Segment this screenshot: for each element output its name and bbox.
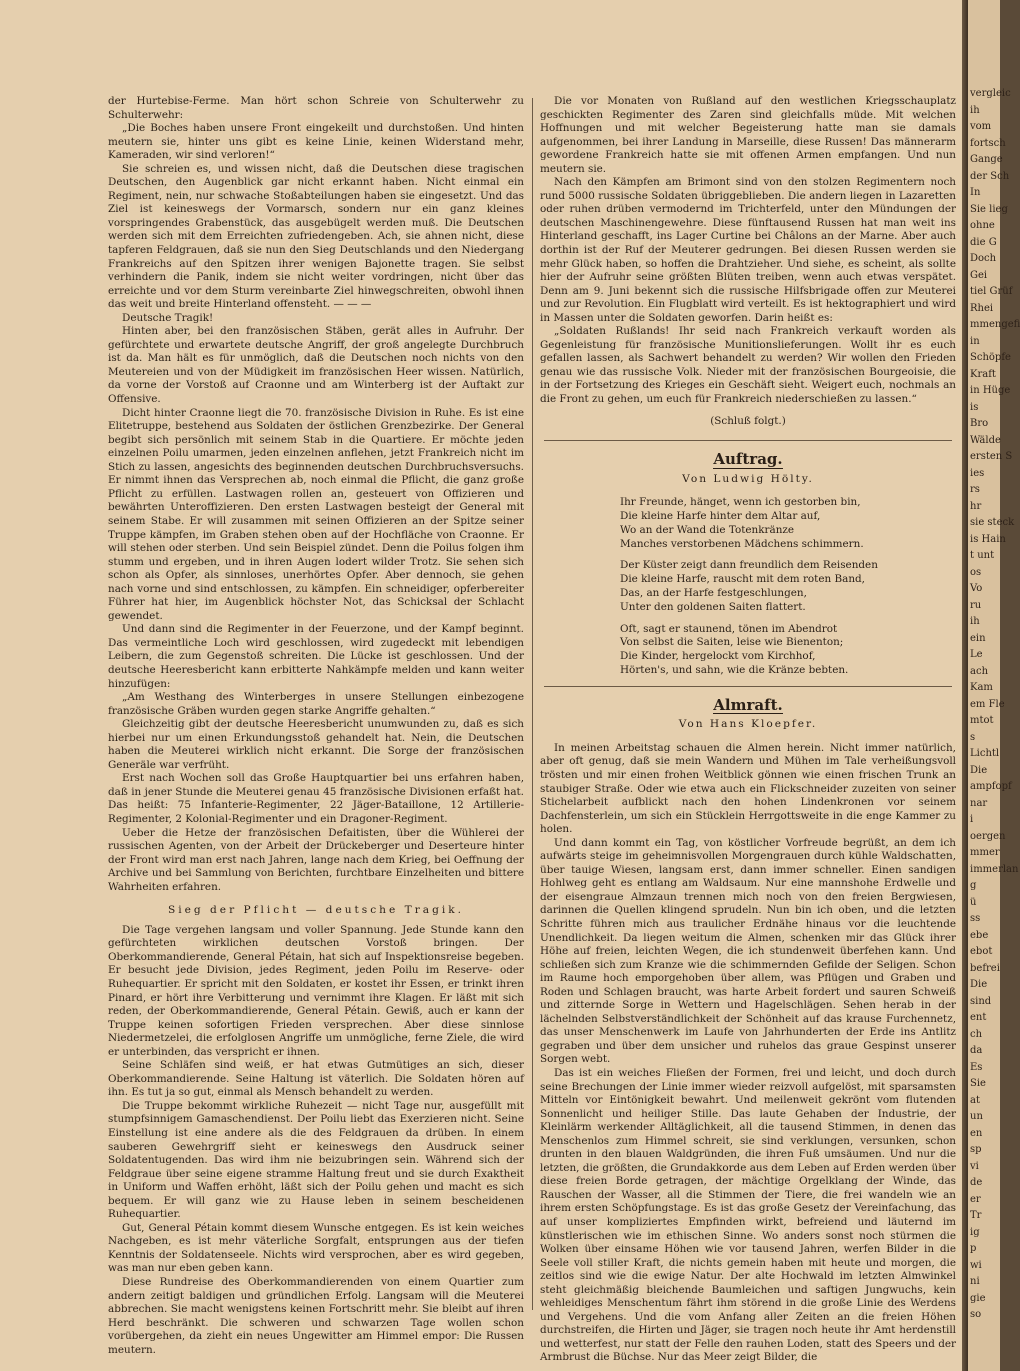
adjacent-page-fragment: ein <box>970 632 986 644</box>
adjacent-page-fragment: Die <box>970 764 988 776</box>
paragraph: Diese Rundreise des Oberkommandierenden von einem Quartier zum andern zeitigt baldigen und gründlichen Erfolg. Langsam will die Meuterei abbrechen. Sie macht wenigstens keinen Fortschritt mehr. Sie bleibt auf ihren Herd beschränkt. Die schweren und schwarzen Tage wollen schon vorübergehen, da zieht ein neues Ungewitter am Himmel empor: Die Russen meutern. <box>108 1276 524 1356</box>
adjacent-page-fragments <box>968 0 1020 1324</box>
adjacent-page-fragment: der Sch <box>970 170 1010 182</box>
left-column <box>108 95 524 1357</box>
poem-stanza <box>620 559 956 614</box>
right-column <box>540 95 956 1365</box>
adjacent-page-fragment: Kam <box>970 682 993 693</box>
essay-author: Von Hans Kloepfer. <box>678 718 818 731</box>
adjacent-page-fragment: Die <box>970 979 988 990</box>
adjacent-page-fragment: hr <box>970 500 982 512</box>
paragraph: Hinten aber, bei den französischen Stäben, gerät alles in Aufruhr. Der gefürchtete und erwartete deutsche Angriff, der groß angelegte Durchbruch ist da. Man hält es für unmöglich, daß die Deutschen noch nichts von den Meutereien und von der Müdigkeit im französischen Heer wissen. Natürlich, da vorne der Vorstoß auf Craonne und am Winterberg ist der Auftakt zur Offensive. <box>108 325 524 406</box>
poem-stanza <box>620 496 956 551</box>
adjacent-page-fragment: so <box>970 1309 982 1320</box>
adjacent-page-fragment: ersten S <box>970 451 1013 462</box>
paragraph: Ueber die Hetze der französischen Defaitisten, über die Wühlerei der russischen Agenten, von der Arbeit der Drückeberger und Deserteure hinter der Front wird man erst nach Jahren, lange nach dem Krieg, bei Oeffnung der Archive und bei Sammlung von Berichten, furchtbare Einzelheiten und bittere Wahrheiten erfahren. <box>108 826 524 893</box>
adjacent-page-fragment: ohne <box>970 220 995 231</box>
poem-line: Die Kinder, hergelockt vom Kirchhof, <box>620 650 816 663</box>
paragraph: Nach den Kämpfen am Brimont sind von den stolzen Regimentern noch rund 5000 russische Soldaten übriggeblieben. Die andern liegen in Lazaretten oder ruhen drüben vermodernd im Trichterfeld, unter den Mündungen der deutschen Maschinengewehre. Diese fünftausend Russen hat man weit ins Hinterland geschafft, ins Lager Curtine bei Châlons an der Marne. Aber auch dorthin ist der Ruf der Meuterer gedrungen. Bei diesen Russen werden sie mehr Glück haben, so hoffen die Drahtzieher. Und siehe, es scheint, als sollte hier der Aufruhr seine größten Blüten treiben, wenn auch etwas verspätet. Denn am 9. Juni bekennt sich die russische Hilfsbrigade offen zur Meuterei und zur Revolution. Ein Flugblatt wird verteilt. Es ist hektographiert und wird in Massen unter die Soldaten geworfen. Darin heißt es: <box>540 176 956 324</box>
adjacent-page-fragment: nar <box>970 797 988 809</box>
paragraph: Die Tage vergehen langsam und voller Spannung. Jede Stunde kann den gefürchteten wirklichen deutschen Vorstoß bringen. Der Oberkommandierende, General Pétain, hat sich auf Inspektionsreise begeben. Er besucht jede Division, jedes Regiment, jeden Poilu im Reserve- oder Ruhequartier. Er spricht mit den Soldaten, er kostet ihr Essen, er trinkt ihren Pinard, er hört ihre Verbitterung und vernimmt ihre Klagen. Er läßt mit sich reden, der Oberkommandierende, General Pétain. Gewiß, auch er kann der Truppe keinen sofortigen Frieden versprechen. Aber diese sinnlose Niedermetzelei, die erfolglosen Angriffe um unmögliche, ferne Ziele, die wird er unterbinden, das verspricht er ihnen. <box>108 923 524 1058</box>
adjacent-page-fragment: g <box>970 880 977 891</box>
adjacent-page-fragment: In <box>970 187 981 198</box>
adjacent-page-fragment: Le <box>970 649 983 660</box>
adjacent-page-fragment: Rhei <box>970 302 994 314</box>
essay-title <box>540 695 956 715</box>
adjacent-page-fragment: t unt <box>970 550 995 561</box>
adjacent-page-fragment: Es <box>970 1061 983 1073</box>
adjacent-page-fragment: Sie <box>970 1078 986 1089</box>
adjacent-page-fragment: befrei <box>970 962 1000 974</box>
poem-author: Von Ludwig Hölty. <box>682 472 814 485</box>
quote-paragraph: „Am Westhang des Winterberges in unsere Stellungen einbezogene französische Gräben wurden gegen starke Angriffe gehalten.“ <box>108 691 524 717</box>
paragraph: Die vor Monaten von Rußland auf den westlichen Kriegsschauplatz geschickten Regimenter des Zaren sind gleichfalls müde. Mit welchen Hoffnungen und mit welcher Begeisterung hatte man sie damals aufgenommen, bei ihrer Landung in Marseille, diese Russen! Das männerarm gewordene Frankreich hatte sie mit offenen Armen empfangen. Und nun meutern sie. <box>540 95 956 175</box>
adjacent-page-edge <box>968 0 1020 1371</box>
adjacent-page-fragment: ni <box>970 1276 980 1287</box>
paragraph: Das ist ein weiches Fließen der Formen, frei und leicht, und doch durch seine Brechungen der Linie immer wieder reizvoll aufgelöst, mit sparsamsten Mitteln vor Eintönigkeit bewahrt. Und meilenweit gekrönt vom flutenden Sonnenlicht und heiliger Stille. Das laute Gehaben der Industrie, der Kleinlärm werkender Alltäglichkeit, all die tausend Stimmen, in denen das Menschenlos zum Himmel schreit, sie sind verklungen, versunken, schon drunten in den blauen Waldgründen, die ihren Fuß umsäumen. Und nur die letzten, die größten, die Grundakkorde aus dem Leben auf Erden werden über diese freien Borde getragen, der mächtige Orgelklang der Winde, das Rauschen der Wasser, all die Stimmen der Tiere, die frei wandeln wie an ihrem ersten Schöpfungstage. Es ist das große Gesetz der Vereinfachung, das auf unser kompliziertes Empfinden wirkt, befreiend und läuternd im künstlerischen wie im ethischen Sinne. Wo anders sonst noch stürmen die Wolken über einsame Höhen wie vor tausend Jahren, werfen Bilder in die Seele voll stiller Kraft, die nichts gemein haben mit heute und morgen, die zeitlos sind wie die ewige Natur. Der alte Hochwald im letzten Almwinkel steht gleichmäßig bleichende Baumleichen und saftigen Jungwuchs, kein wehleidiges Menschentum fährt ihm störend in die große Linie des Werdens und Vergehens. Und die vom Anfang aller Zeiten an die freien Höhen durchstreifen, die Hirten und Jäger, sie tragen noch heute ihr Amt herdenstill und wetterfest, nur statt der Felle den rauhen Loden, statt des Speers und der Armbrust die Büchse. Nur das Meer zeigt Bilder, die <box>540 1067 956 1364</box>
poem-stanza <box>620 623 956 678</box>
adjacent-page-fragment: fortsch <box>970 137 1006 149</box>
poem <box>620 496 956 678</box>
adjacent-page-fragment: Vo <box>970 583 983 594</box>
adjacent-page-fragment: ss <box>970 913 981 924</box>
adjacent-page-fragment: Tr <box>970 1210 982 1221</box>
paragraph: In meinen Arbeitstag schauen die Almen herein. Nicht immer natürlich, aber oft genug, daß sie mein Wandern und Mühen im Tale verheißungsvoll trösten und mir einen frohen Weitblick gönnen wie einen frischen Trunk an staubiger Straße. Oder wie etwa auch ein Flickschneider zuzeiten von seiner Stichelarbeit aufblickt nach den hohen Lindenkronen vor seinem Dachfensterlein, um sich ein Stücklein Herrgottsweite in die enge Kammer zu holen. <box>540 741 956 836</box>
adjacent-page-fragment: de <box>970 1177 983 1188</box>
adjacent-page-fragment: Bro <box>970 418 989 429</box>
adjacent-page-fragment: s <box>970 731 976 743</box>
adjacent-page-fragment: mtot <box>970 715 994 726</box>
column-divider <box>532 98 533 1310</box>
adjacent-page-fragment: vi <box>970 1160 979 1172</box>
paragraph: Erst nach Wochen soll das Große Hauptquartier bei uns erfahren haben, daß in jener Stunde die Meuterei genau 45 französische Divisionen erfaßt hat. Das heißt: 75 Infanterie-Regimenter, 22 Jäger-Bataillone, 12 Artillerie-Regimenter, 2 Kolonial-Regimenter und ein Dragoner-Regiment. <box>108 772 524 825</box>
adjacent-page-fragment: ig <box>970 1226 980 1238</box>
adjacent-page-fragment: ih <box>970 616 980 627</box>
poem-line: Hörten's, und sahn, wie die Kränze bebten. <box>620 663 849 676</box>
section-rule <box>544 440 952 441</box>
adjacent-page-fragment: Wälde <box>970 434 1001 446</box>
paragraph: Sie schreien es, und wissen nicht, daß die Deutschen diese tragischen Deutschen, den Augenblick gar nicht erkannt haben. Nicht einmal ein Regiment, nein, nur schwache Stoßabteilungen haben sie eingesetzt. Und das Ziel ist keineswegs der Vormarsch, sondern nur ein ganz kleines vorspringendes Grabenstück, das ausgebügelt werden muß. Die Deutschen werden sich mit dem Erreichten zufriedengeben. Ach, sie ahnen nicht, diese tapferen Feldgrauen, daß sie nun den Sieg Deutschlands und den Niedergang Frankreichs auf den Spitzen ihrer wenigen Bajonette tragen. Sie selbst verhindern die Panik, indem sie nicht weiter vordringen, nicht über das erreichte und vor dem Sturm vereinbarte Ziel hinwegschreiten, obwohl ihnen das weit und breite Hinterland offensteht. — — — <box>108 162 524 311</box>
poem-line: Von selbst die Saiten, leise wie Bienenton; <box>620 636 844 649</box>
poem-line: Die kleine Harfe, rauscht mit dem roten Band, <box>620 573 865 586</box>
paragraph: Und dann sind die Regimenter in der Feuerzone, und der Kampf beginnt. Das vermeintliche Loch wird geschlossen, wird zugedeckt mit lebendigen Leibern, die zum Gegenstoß schreiten. Die Lücke ist geschlossen. Und der deutsche Heeresbericht kann erbitterte Nahkämpfe melden und kann weiter hinzufügen: <box>108 623 524 690</box>
adjacent-page-fragment: er <box>970 1193 981 1205</box>
section-rule <box>544 686 952 687</box>
poem-line: Unter den goldenen Saiten flattert. <box>620 600 806 613</box>
adjacent-page-fragment: en <box>970 1127 983 1139</box>
adjacent-page-fragment: is Hain <box>970 533 1006 545</box>
poem-title-text: Auftrag. <box>713 450 783 469</box>
adjacent-page-fragment: ü <box>970 896 977 908</box>
adjacent-page-fragment: gie <box>970 1292 986 1304</box>
poem-line: Die kleine Harfe hinter dem Altar auf, <box>620 510 821 523</box>
paragraph: Gut, General Pétain kommt diesem Wunsche entgegen. Es ist kein weiches Nachgeben, es ist mehr väterliche Sorgfalt, entsprungen aus der tiefen Kenntnis der Soldatenseele. Nichts wird versprochen, aber es wird gegeben, was man nur eben geben kann. <box>108 1221 524 1275</box>
adjacent-page-fragment: ih <box>970 104 980 116</box>
adjacent-page-fragment: wi <box>970 1259 982 1271</box>
poem-line: Oft, sagt er staunend, tönen im Abendrot <box>620 622 838 635</box>
adjacent-page-fragment: mmengefi <box>970 319 1020 330</box>
adjacent-page-fragment: at <box>970 1094 980 1106</box>
adjacent-page-fragment: Schöpfe <box>970 352 1011 363</box>
essay-title-text: Almraft. <box>713 695 783 714</box>
adjacent-page-fragment: is <box>970 401 979 413</box>
adjacent-page-fragment: da <box>970 1045 983 1056</box>
poem-line: Der Küster zeigt dann freundlich dem Reisenden <box>620 559 878 572</box>
paragraph: Gleichzeitig gibt der deutsche Heeresbericht unumwunden zu, daß es sich hierbei nur um einen Erkundungsstoß gehandelt hat. Nein, die Deutschen haben die Meuterei wirklich nicht erkannt. Die Sorge der französischen Generäle war verfrüht. <box>108 718 524 771</box>
poem-line: Das, an der Harfe festgeschlungen, <box>620 587 807 599</box>
adjacent-page-fragment: ebe <box>970 929 989 941</box>
quote-paragraph: „Soldaten Rußlands! Ihr seid nach Frankreich verkauft worden als Gegenleistung für französische Munitionslieferungen. Wollt ihr es euch gefallen lassen, als Sachwert behandelt zu werden? Wir wollen den Frieden genau wie das russische Volk. Nieder mit der französischen Bourgeoisie, die in der Fortsetzung des Krieges ein Geschäft sieht. Weigert euch, nochmals an die Front zu gehen, um euch für Frankreich niederschießen zu lassen.“ <box>540 325 956 406</box>
adjacent-page-fragment: un <box>970 1111 983 1122</box>
adjacent-page-fragment: Sie lieg <box>970 203 1008 215</box>
adjacent-page-fragment: ampfopf <box>970 781 1012 792</box>
adjacent-page-fragment: oergen <box>970 830 1006 842</box>
adjacent-page-fragment: Gei <box>970 269 988 281</box>
adjacent-page-fragment: sind <box>970 995 992 1007</box>
adjacent-page-fragment: rs <box>970 484 980 495</box>
adjacent-page-fragment: sie steck <box>970 517 1015 528</box>
adjacent-page-fragment: ebot <box>970 946 993 957</box>
adjacent-page-fragment: die G <box>970 236 997 248</box>
paragraph: der Hurtebise-Ferme. Man hört schon Schreie von Schulterwehr zu Schulterwehr: <box>108 95 524 121</box>
adjacent-page-fragment: mmer <box>970 847 1000 858</box>
paragraph: Und dann kommt ein Tag, von köstlicher Vorfreude begrüßt, an dem ich aufwärts steige im geheimnisvollen Morgengrauen durch kühle Waldschatten, über tauige Wiesen, langsam erst, dann immer schneller. Einen sandigen Hohlweg geht es entlang am Waldsaum. Nur eine mannshohe Erdwelle und der eisengraue Almzaun trennen mich noch von den freien Bergwiesen, darinnen die Quellen klingend sprudeln. Nun bin ich oben, und die letzten Schritte führen mich aus traulicher Erdnähe hinaus vor die leuchtende Unendlichkeit. Da liegen weitum die Almen, schenken mir das Glück ihrer Höhe auf freien, leichten Wegen, die ich stundenweit überfehen kann. Und schließen sich zum Kranze wie die schimmernden Gefilde der Seligen. Schon im Raume hoch emporgehoben über allem, was Pflügen und Graben und Roden und Schlagen braucht, was harte Arbeit fordert und sauren Schweiß und zitternde Sorge in Wettern und Hagelschlägen. Sehen herab in der lächelnden Selbstverständlichkeit der Schönheit auf das krause Furchennetz, das unser Menschenwerk im Laufe von Jahrhunderten der Erde ins Antlitz gegraben und über dem unsicher und ruhelos das graue Gespinst unserer Sorgen webt. <box>540 836 956 1066</box>
adjacent-page-fragment: in Hüge <box>970 385 1011 396</box>
adjacent-page-fragment: in <box>970 335 980 347</box>
adjacent-page-fragment: i <box>970 814 974 825</box>
adjacent-page-fragment: vergleic <box>970 88 1011 99</box>
quote-paragraph: „Die Boches haben unsere Front eingekeilt und durchstoßen. Und hinten meutern sie, hinter uns gibt es keine Linie, keinen Widerstand mehr, Kameraden, wir sind verloren!“ <box>108 122 524 162</box>
adjacent-page-fragment: tiel Grüf <box>970 286 1013 297</box>
adjacent-page-fragment: Kraft <box>970 368 996 380</box>
adjacent-page-fragment: p <box>970 1243 977 1254</box>
poem-line: Ihr Freunde, hänget, wenn ich gestorben bin, <box>620 496 861 509</box>
section-heading: Sieg der Pflicht — deutsche Tragik. <box>167 904 465 917</box>
poem-line: Manches verstorbenen Mädchens schimmern. <box>620 537 864 550</box>
paragraph: Deutsche Tragik! <box>122 311 214 324</box>
adjacent-page-fragment: ach <box>970 665 989 677</box>
paragraph: Seine Schläfen sind weiß, er hat etwas Gutmütiges an sich, dieser Oberkommandierende. Seine Haltung ist väterlich. Die Soldaten hören auf ihn. Es tut ja so gut, einmal als Mensch behandelt zu werden. <box>108 1059 524 1099</box>
adjacent-page-fragment: Gange <box>970 154 1003 165</box>
paragraph: Dicht hinter Craonne liegt die 70. französische Division in Ruhe. Es ist eine Elitetruppe, bestehend aus Soldaten der östlichen Grenzbezirke. Der General begibt sich persönlich mit seinem Stab in die Quartiere. Er möchte jeden einzelnen Poilu umarmen, jeden einzelnen anflehen, jetzt Frankreich nicht im Stich zu lassen, angesichts des beginnenden deutschen Durchbruchsversuchs. Er nimmt ihnen das Versprechen ab, noch einmal die Pflicht, die ganz große Pflicht zu erfüllen. Lastwagen rollen an, gesteuert von Offizieren und bewährten Unteroffizieren. Den ersten Lastwagen besteigt der General mit seinem Stabe. Er will zusammen mit seinen Offizieren an der Spitze seiner Truppe kämpfen, im Graben stehen oben auf der Hochfläche von Craonne. Er will stehen oder sterben. Und sein Beispiel zündet. Denn die Poilus folgen ihm stumm und ergeben, und in ihren Augen lodert wilder Trotz. Sie sehen sich schon als Opfer, als sinnloses, unerhörtes Opfer. Aber dennoch, sie gehen nach vorne und sind entschlossen, zu kämpfen. Ein schneidiger, opferbereiter Führer hat hier, im Augenblick höchster Not, das Schicksal der Schlacht gewendet. <box>108 406 524 622</box>
adjacent-page-fragment: Lichtl <box>970 748 1000 759</box>
adjacent-page-fragment: em Fle <box>970 698 1005 710</box>
poem-title <box>540 450 956 469</box>
poem-line: Wo an der Wand die Totenkränze <box>620 523 795 536</box>
adjacent-page-fragment: vom <box>970 121 992 132</box>
adjacent-page-fragment: Doch <box>970 253 997 264</box>
adjacent-page-fragment: ch <box>970 1028 983 1040</box>
adjacent-page-fragment: ies <box>970 467 985 479</box>
adjacent-page-fragment: ent <box>970 1012 987 1023</box>
adjacent-page-fragment: os <box>970 566 982 578</box>
paragraph: Die Truppe bekommt wirkliche Ruhezeit — nicht Tage nur, ausgefüllt mit stumpfsinnigem Gamaschendienst. Der Poilu liebt das Exerzieren nicht. Seine Einstellung ist eine andere als die des Feldgrauen da drüben. In einem sauberen Gewehrgriff sieht er keineswegs den Ausdruck seiner Soldatentugenden. Das wird ihm nie beizubringen sein. Während sich der Feldgraue über seine eigene stramme Haltung freut und sie durch Exaktheit in Uniform und Waffen erhöht, läßt sich der Poilu gehen und macht es sich bequem. Er will ganz wie zu Hause leben in seinem bescheidenen Ruhequartier. <box>108 1099 524 1221</box>
adjacent-page-fragment: immerlan <box>970 863 1019 875</box>
adjacent-page-fragment: ru <box>970 599 982 611</box>
continued-note: (Schluß folgt.) <box>710 414 786 427</box>
adjacent-page-fragment: sp <box>970 1144 982 1155</box>
